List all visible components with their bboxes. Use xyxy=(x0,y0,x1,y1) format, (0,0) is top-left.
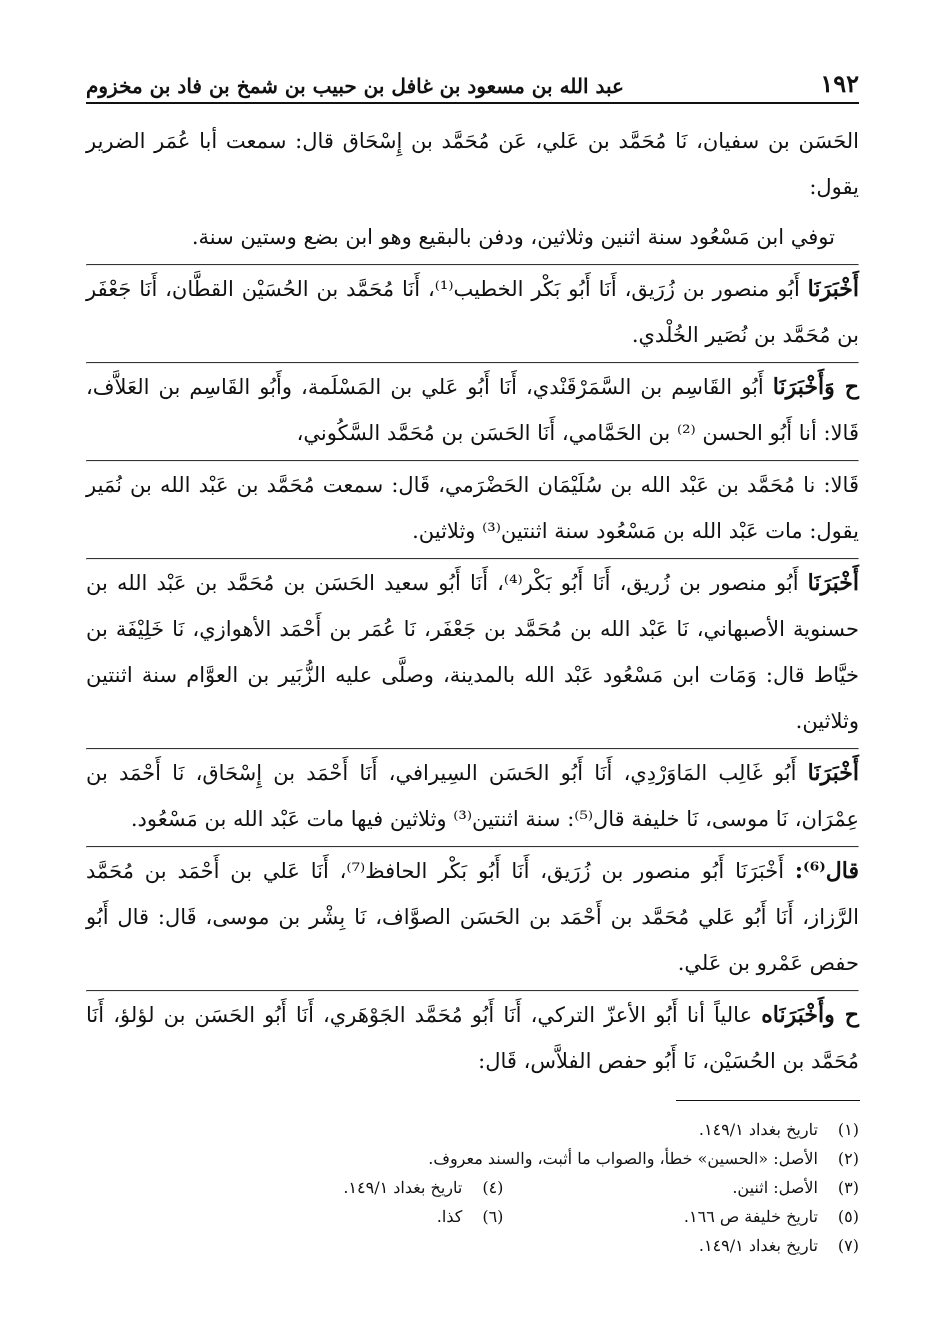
paragraph-text: قَالا: نا مُحَمَّد بن عَبْد الله بن سُلَيْمَان الحَضْرَمي، قَال: سمعت مُحَمَّد بن عَبْد الله بن نُمَير يقول: مات عَبْد الله بن مَسْعُود سنة اثنتين⁽³⁾ وثلاثين. xyxy=(86,473,859,543)
paragraph xyxy=(86,750,859,842)
footnote xyxy=(86,1115,859,1144)
paragraph-lead: قال⁽⁶⁾: xyxy=(794,858,859,884)
paragraph-lead: ح وأَخْبَرَنَاه xyxy=(761,1002,860,1028)
footnote xyxy=(503,1173,859,1202)
footnote xyxy=(86,1144,859,1173)
footnote xyxy=(503,1202,859,1231)
footnote xyxy=(86,1231,859,1260)
paragraph-text: أَبُو منصور بن زُرَيق، أَنَا أَبُو بَكْر الخطيب⁽¹⁾، أَنَا مُحَمَّد بن الحُسَيْن القطَّان، أَنَا جَعْفَر بن مُحَمَّد بن نُصَير الخُلْدي. xyxy=(86,277,859,347)
footnote-text: الأصل: اثنين. xyxy=(732,1178,818,1197)
footnote-number: (٢) xyxy=(837,1149,859,1168)
footnote-number: (٥) xyxy=(837,1207,859,1226)
footnote-pair xyxy=(86,1202,859,1231)
footnote-number: (١) xyxy=(837,1120,859,1139)
paragraph xyxy=(86,462,859,554)
footnote-text: كذا. xyxy=(436,1207,463,1226)
footnote-number: (٧) xyxy=(837,1236,859,1255)
footnotes xyxy=(86,1115,859,1260)
paragraph xyxy=(86,848,859,986)
footnote-number: (٣) xyxy=(837,1178,859,1197)
paragraph xyxy=(86,364,859,456)
paragraph-text: أَبُو غَالِب المَاوَرْدِي، أَنَا أَبُو الحَسَن السِيرافي، أَنَا أَحْمَد بن إِسْحَاق، نَا أَحْمَد بن عِمْرَان، نَا موسى، نَا خليفة قال⁽⁵⁾: سنة اثنتين⁽³⁾ وثلاثين فيها مات عَبْد الله بن مَسْعُود. xyxy=(86,761,859,831)
footnote-text: تاريخ خليفة ص ١٦٦. xyxy=(683,1207,818,1226)
footnote-number: (٦) xyxy=(482,1207,504,1226)
footnote-text: تاريخ بغداد ١٤٩/١. xyxy=(343,1178,463,1197)
paragraph xyxy=(86,266,859,358)
paragraph-lead: أَخْبَرَنَا xyxy=(807,760,859,786)
footnote xyxy=(148,1202,504,1231)
footnote-pair xyxy=(86,1173,859,1202)
footnote xyxy=(148,1173,504,1202)
paragraph-text: أَبُو القَاسِم بن السَّمَرْقَنْدي، أَنَا أَبُو عَلي بن المَسْلَمة، وأَبُو القَاسِم بن العَلاَّف، قَالا: أنا أَبُو الحسن ⁽²⁾ بن الحَمَّامي، أَنَا الحَسَن بن مُحَمَّد السَّكُوني، xyxy=(86,375,859,445)
paragraph xyxy=(86,560,859,744)
page-number: ١٩٢ xyxy=(820,69,859,98)
paragraph xyxy=(86,118,859,210)
paragraph-lead: أَخْبَرَنَا xyxy=(807,570,859,596)
paragraph-text: عالياً أنا أَبُو الأعزّ التركي، أَنَا أَبُو مُحَمَّد الجَوْهَري، أَنَا أَبُو الحَسَن بن لؤلؤ، أَنَا مُحَمَّد بن الحُسَيْن، نَا أَبُو حفص الفلاَّس، قَال: xyxy=(86,1003,859,1073)
footnote-text: تاريخ بغداد ١٤٩/١. xyxy=(698,1120,818,1139)
paragraph-text: أَخْبَرَنَا أَبُو منصور بن زُرَيق، أَنَا أَبُو بَكْر الحافظ⁽⁷⁾، أَنَا عَلي بن أَحْمَد بن مُحَمَّد الرَّزاز، أَنَا أَبُو عَلي مُحَمَّد بن أَحْمَد بن الحَسَن الصوَّاف، نَا بِشْر بن موسى، قَال: قال أَبُو حفص عَمْرو بن عَلي. xyxy=(86,859,859,975)
footnote-rule xyxy=(676,1100,860,1101)
paragraph-lead: ح وَأَخْبَرَنَا xyxy=(772,374,859,400)
footnote-text: تاريخ بغداد ١٤٩/١. xyxy=(698,1236,818,1255)
footnote-text: الأصل: «الحسين» خطأ، والصواب ما أثبت، والسند معروف. xyxy=(428,1149,818,1168)
main-text xyxy=(86,118,859,1088)
paragraph-text: توفي ابن مَسْعُود سنة اثنين وثلاثين، ودفن بالبقيع وهو ابن بضع وستين سنة. xyxy=(191,225,835,249)
footnote-number: (٤) xyxy=(482,1178,504,1197)
page-header xyxy=(86,58,859,104)
paragraph xyxy=(86,992,859,1084)
paragraph xyxy=(86,214,859,260)
running-title: عبد الله بن مسعود بن غافل بن حبيب بن شمخ بن فاد بن مخزوم xyxy=(86,74,624,98)
paragraph-text: أَبُو منصور بن زُريق، أَنَا أَبُو بَكْر⁽⁴⁾، أَنَا أَبُو سعيد الحَسَن بن مُحَمَّد بن عَبْد الله بن حسنوية الأصبهاني، نَا عَبْد الله بن مُحَمَّد بن جَعْفَر، نَا عُمَر بن أَحْمَد الأهوازي، نَا خَلِيْفَة بن خيَّاط قال: وَمَات ابن مَسْعُود عَبْد الله بالمدينة، وصلَّى عليه الزُّبَير بن العوَّام سنة اثنتين وثلاثين. xyxy=(86,571,859,733)
paragraph-text: الحَسَن بن سفيان، نَا مُحَمَّد بن عَلي، عَن مُحَمَّد بن إِسْحَاق قال: سمعت أبا عُمَر الضرير يقول: xyxy=(86,129,859,199)
paragraph-lead: أَخْبَرَنَا xyxy=(807,276,859,302)
